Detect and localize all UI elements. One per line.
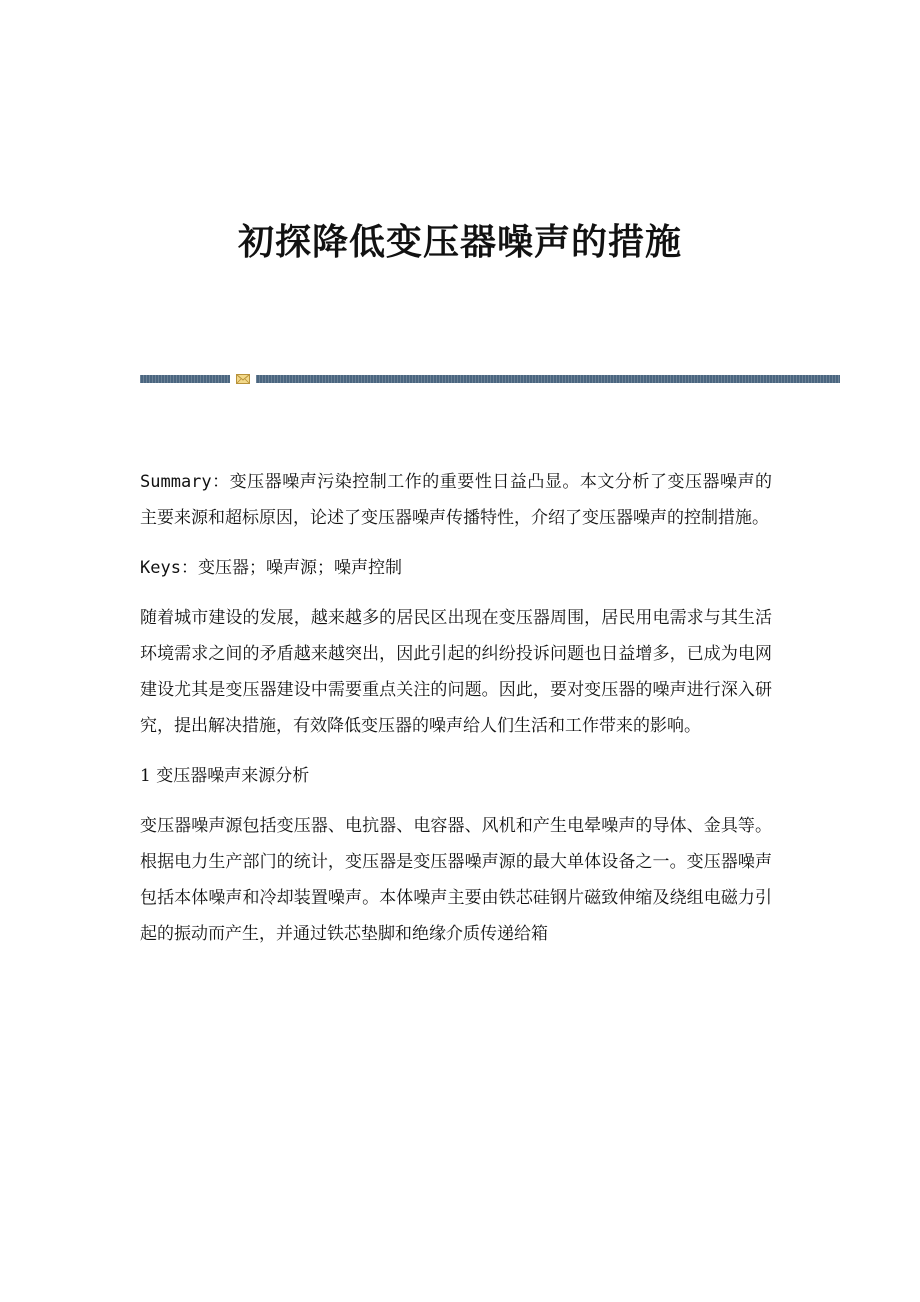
keys-label: Keys： — [140, 558, 198, 578]
document-body — [140, 464, 772, 966]
title-divider-left — [140, 375, 230, 383]
summary-paragraph — [140, 464, 772, 536]
keys-text: 变压器；噪声源；噪声控制 — [197, 558, 402, 578]
title-divider-right — [256, 375, 840, 383]
section-paragraph: 变压器噪声源包括变压器、电抗器、电容器、风机和产生电晕噪声的导体、金具等。根据电力生产部门的统计，变压器是变压器噪声源的最大单体设备之一。变压器噪声包括本体噪声和冷却装置噪声。本体噪声主要由铁芯硅钢片磁致伸缩及绕组电磁力引起的振动而产生，并通过铁芯垫脚和绝缘介质传递给箱 — [140, 816, 772, 944]
envelope-icon — [236, 373, 250, 385]
keys-paragraph — [140, 550, 772, 586]
summary-text: 变压器噪声污染控制工作的重要性日益凸显。本文分析了变压器噪声的主要来源和超标原因，论述了变压器噪声传播特性，介绍了变压器噪声的控制措施。 — [140, 472, 772, 528]
intro-paragraph: 随着城市建设的发展，越来越多的居民区出现在变压器周围，居民用电需求与其生活环境需求之间的矛盾越来越突出，因此引起的纠纷投诉问题也日益增多，已成为电网建设尤其是变压器建设中需要重点关注的问题。因此，要对变压器的噪声进行深入研究，提出解决措施，有效降低变压器的噪声给人们生活和工作带来的影响。 — [140, 608, 772, 736]
section-heading: 1 变压器噪声来源分析 — [140, 766, 310, 786]
document-title: 初探降低变压器噪声的措施 — [237, 221, 682, 263]
summary-label: Summary： — [140, 472, 230, 492]
